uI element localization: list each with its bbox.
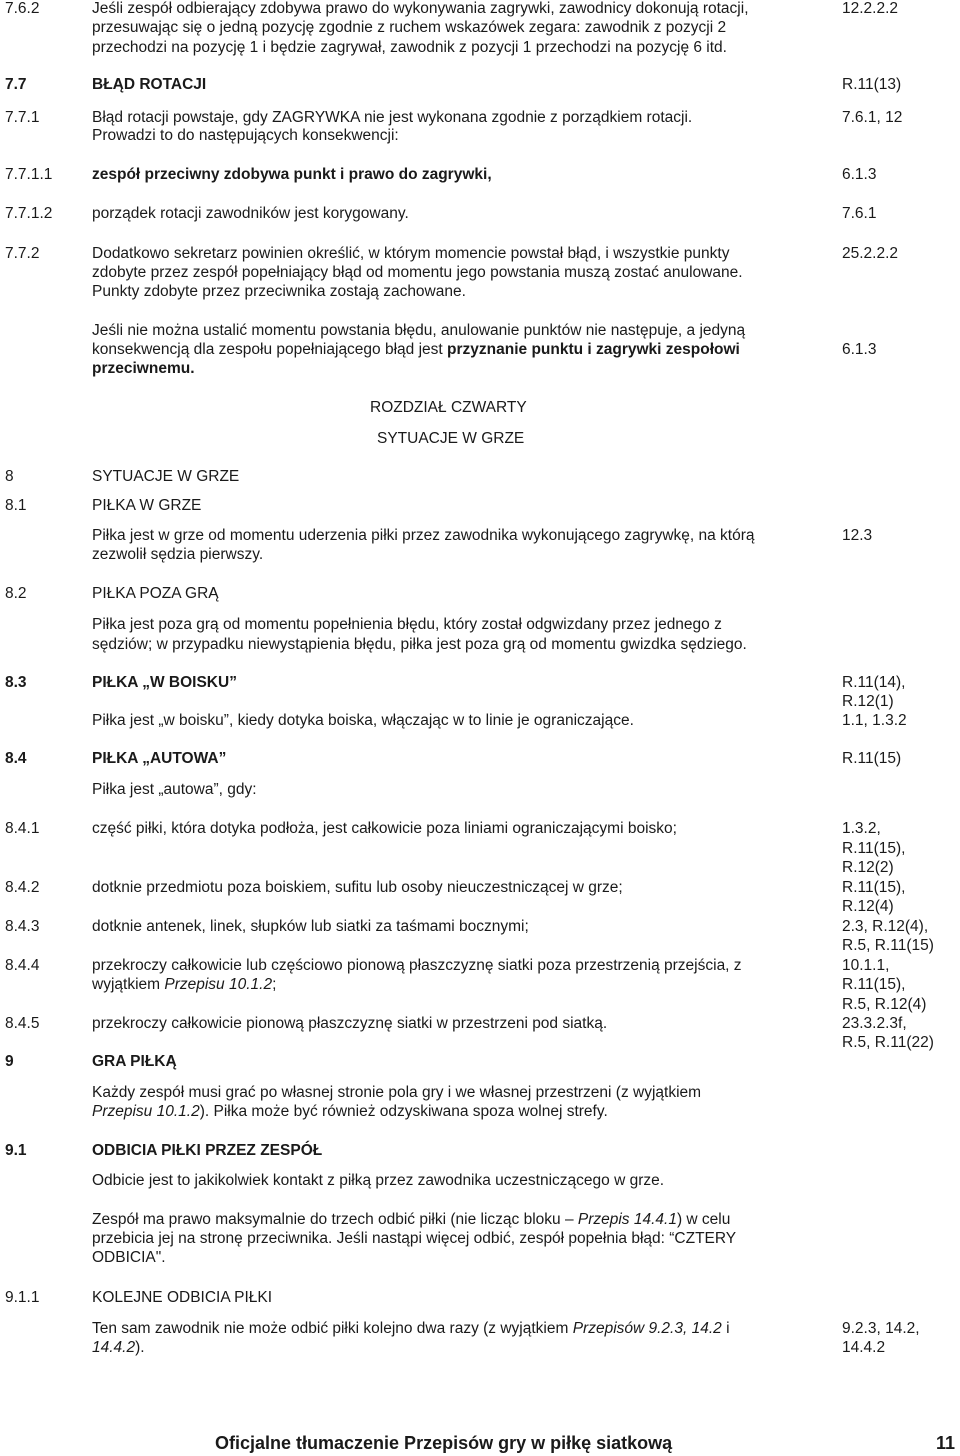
- list-item: dotknie antenek, linek, słupków lub siatki za taśmami bocznymi;: [92, 918, 529, 935]
- rule-reference: R.5, R.11(22): [842, 1034, 934, 1051]
- section-number: 8.1: [5, 497, 27, 514]
- section-number: 9.1: [5, 1142, 27, 1159]
- section-heading: PIŁKA „AUTOWA”: [92, 750, 227, 767]
- section-number: 7.7.1.1: [5, 166, 53, 183]
- paragraph-line: [92, 1103, 608, 1121]
- rule-reference: R.5, R.11(15): [842, 937, 934, 954]
- rule-reference: 10.1.1,: [842, 957, 890, 974]
- list-item: część piłki, która dotyka podłoża, jest całkowicie poza liniami ograniczającymi boisko;: [92, 820, 677, 837]
- section-number: 7.7.1: [5, 109, 40, 126]
- rule-reference: R.11(15),: [842, 976, 906, 993]
- paragraph-line: [92, 1339, 145, 1357]
- emphasis-text: przyznanie punktu i zagrywki zespołowi: [447, 341, 740, 358]
- rule-reference: R.12(1): [842, 693, 894, 710]
- paragraph-line: sędziów; w przypadku niewystąpienia błędu, piłka jest poza grą od momentu gwizdka sędziego.: [92, 636, 747, 653]
- rule-reference: R.11(15),: [842, 840, 906, 857]
- list-item: przekroczy całkowicie pionową płaszczyznę siatki w przestrzeni pod siatką.: [92, 1015, 608, 1032]
- paragraph-line: Odbicie jest to jakikolwiek kontakt z piłką przez zawodnika uczestniczącego w grze.: [92, 1172, 665, 1189]
- paragraph-text: Ten sam zawodnik nie może odbić piłki kolejno dwa razy (z wyjątkiem: [92, 1320, 573, 1337]
- rule-reference: 1.1, 1.3.2: [842, 712, 907, 729]
- paragraph-line: Piłka jest „w boisku”, kiedy dotyka boiska, włączając w to linie je ograniczające.: [92, 712, 634, 729]
- rule-reference: 7.6.1, 12: [842, 109, 903, 126]
- paragraph-line: przebicia jej na stronę przeciwnika. Jeśli nastąpi więcej odbić, zespół popełnia błąd: “CZTERY: [92, 1230, 737, 1247]
- rule-reference: R.11(13): [842, 76, 902, 93]
- paragraph-text: konsekwencją dla zespołu popełniającego błąd jest: [92, 341, 443, 358]
- section-number: 8.4: [5, 750, 27, 767]
- section-heading: SYTUACJE W GRZE: [92, 468, 240, 485]
- chapter-title: ROZDZIAŁ CZWARTY: [370, 399, 527, 416]
- rule-citation: 14.4.2: [92, 1339, 136, 1356]
- paragraph-line: Piłka jest „autowa”, gdy:: [92, 781, 257, 798]
- section-number: 8.4.1: [5, 820, 40, 837]
- paragraph-text: ). Piłka może być również odzyskiwana spoza wolnej strefy.: [199, 1103, 608, 1120]
- rule-reference: 6.1.3: [842, 166, 877, 183]
- rule-citation: Przepisów 9.2.3, 14.2: [572, 1320, 722, 1337]
- section-number: 8.2: [5, 585, 27, 602]
- paragraph-text: i: [721, 1320, 730, 1337]
- paragraph-text: Zespół ma prawo maksymalnie do trzech odbić piłki (nie licząc bloku –: [92, 1211, 578, 1228]
- paragraph-text: ;: [272, 976, 277, 993]
- section-number: 9.1.1: [5, 1289, 40, 1306]
- rule-reference: 6.1.3: [842, 341, 877, 358]
- rule-reference: 9.2.3, 14.2,: [842, 1320, 920, 1337]
- rule-reference: R.11(14),: [842, 674, 906, 691]
- paragraph-line: [92, 341, 740, 359]
- section-heading: KOLEJNE ODBICIA PIŁKI: [92, 1289, 273, 1306]
- rule-reference: R.11(15): [842, 750, 902, 767]
- paragraph-line: ODBICIA".: [92, 1249, 166, 1266]
- rule-reference: 14.4.2: [842, 1339, 886, 1356]
- section-number: 9: [5, 1053, 14, 1070]
- section-number: 8: [5, 468, 14, 485]
- section-heading: GRA PIŁKĄ: [92, 1053, 177, 1070]
- paragraph-line: zespół przeciwny zdobywa punkt i prawo do zagrywki,: [92, 166, 492, 183]
- rule-reference: R.12(2): [842, 859, 894, 876]
- rule-citation: Przepis 14.4.1: [577, 1211, 677, 1228]
- section-heading: PIŁKA POZA GRĄ: [92, 585, 219, 602]
- section-heading: BŁĄD ROTACJI: [92, 76, 207, 93]
- rule-reference: 2.3, R.12(4),: [842, 918, 929, 935]
- rule-reference: 23.3.2.3f,: [842, 1015, 907, 1032]
- paragraph-line: zdobyte przez zespół popełniający błąd od momentu jego powstania muszą zostać anulowane.: [92, 264, 743, 281]
- section-number: 8.4.2: [5, 879, 40, 896]
- list-item: przekroczy całkowicie lub częściowo pionową płaszczyznę siatki poza przestrzenią przejścia, z: [92, 957, 742, 974]
- emphasis-text: przeciwnemu.: [92, 360, 195, 377]
- rule-reference: 12.2.2.2: [842, 0, 899, 17]
- paragraph-line: Piłka jest w grze od momentu uderzenia piłki przez zawodnika wykonującego zagrywkę, na którą: [92, 527, 755, 544]
- rule-reference: 25.2.2.2: [842, 245, 899, 262]
- rule-reference: R.5, R.12(4): [842, 996, 927, 1013]
- paragraph-text: ) w celu: [676, 1211, 731, 1228]
- section-number: 8.4.4: [5, 957, 40, 974]
- paragraph-text: wyjątkiem: [92, 976, 165, 993]
- paragraph-line: przechodzi na pozycję 1 i będzie zagrywał, zawodnik z pozycji 1 przechodzi na pozycję 6 itd.: [92, 39, 727, 56]
- section-number: 7.7: [5, 76, 27, 93]
- footer-title: Oficjalne tłumaczenie Przepisów gry w piłkę siatkową: [215, 1433, 673, 1453]
- paragraph-line: Piłka jest poza grą od momentu popełnienia błędu, który został odgwizdany przez jednego z: [92, 616, 722, 633]
- paragraph-line: zezwolił sędzia pierwszy.: [92, 546, 264, 563]
- rule-reference: 1.3.2,: [842, 820, 881, 837]
- page-number: 11: [936, 1433, 956, 1453]
- paragraph-line: Jeśli nie można ustalić momentu powstania błędu, anulowanie punktów nie następuje, a jedyną: [92, 322, 746, 339]
- paragraph-line: porządek rotacji zawodników jest korygowany.: [92, 205, 409, 222]
- section-number: 7.7.2: [5, 245, 40, 262]
- section-number: 7.7.1.2: [5, 205, 53, 222]
- paragraph-line: przesuwając się o jedną pozycję zgodnie z ruchem wskazówek zegara: zawodnik z pozycji 2: [92, 19, 727, 36]
- rule-reference: 7.6.1: [842, 205, 877, 222]
- rule-citation: Przepisu 10.1.2: [92, 1103, 200, 1120]
- section-number: 8.4.3: [5, 918, 40, 935]
- rule-reference: R.12(4): [842, 898, 894, 915]
- paragraph-line: Błąd rotacji powstaje, gdy ZAGRYWKA nie jest wykonana zgodnie z porządkiem rotacji.: [92, 109, 693, 126]
- paragraph-text: ).: [135, 1339, 145, 1356]
- list-item: dotknie przedmiotu poza boiskiem, sufitu lub osoby nieuczestniczącej w grze;: [92, 879, 623, 896]
- paragraph-line: Jeśli zespół odbierający zdobywa prawo do wykonywania zagrywki, zawodnicy dokonują rotacji,: [92, 0, 749, 17]
- section-number: 8.4.5: [5, 1015, 40, 1032]
- section-heading: PIŁKA W GRZE: [92, 497, 202, 514]
- section-number: 7.6.2: [5, 0, 40, 17]
- list-item: [92, 976, 276, 994]
- paragraph-line: Każdy zespół musi grać po własnej stronie pola gry i we własnej przestrzeni (z wyjątkiem: [92, 1084, 702, 1101]
- paragraph-line: [92, 1320, 730, 1338]
- section-heading: PIŁKA „W BOISKU”: [92, 674, 237, 691]
- paragraph-line: [92, 1211, 730, 1229]
- rule-reference: 12.3: [842, 527, 873, 544]
- chapter-subtitle: SYTUACJE W GRZE: [377, 430, 525, 447]
- section-heading: ODBICIA PIŁKI PRZEZ ZESPÓŁ: [92, 1142, 323, 1159]
- rule-citation: Przepisu 10.1.2: [164, 976, 273, 993]
- section-number: 8.3: [5, 674, 27, 691]
- paragraph-line: Prowadzi to do następujących konsekwencji:: [92, 127, 399, 144]
- paragraph-line: Dodatkowo sekretarz powinien określić, w którym momencie powstał błąd, i wszystkie punkty: [92, 245, 730, 262]
- rule-reference: R.11(15),: [842, 879, 906, 896]
- paragraph-line: Punkty zdobyte przez przeciwnika zostają zachowane.: [92, 283, 466, 300]
